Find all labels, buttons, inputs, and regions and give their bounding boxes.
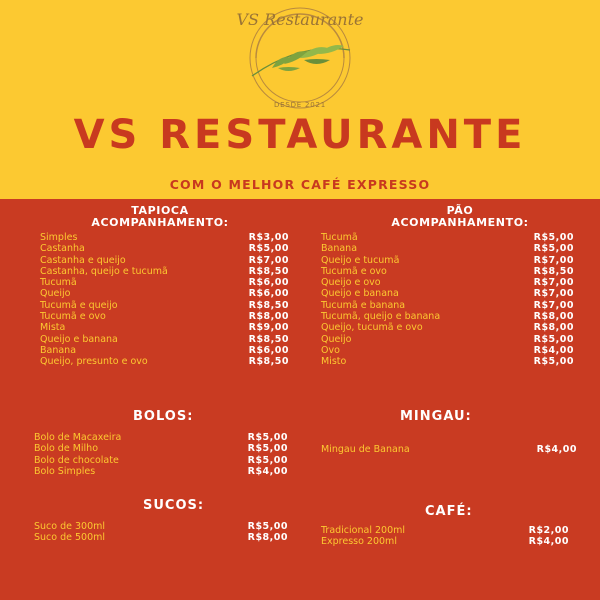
item-name: Suco de 500ml <box>34 532 106 544</box>
item-price: R$4,00 <box>536 444 577 455</box>
menu-item <box>321 266 574 277</box>
item-price: R$7,00 <box>533 288 574 300</box>
item-name: Castanha, queijo e tucumã <box>40 265 168 277</box>
item-name: Tucumã e banana <box>321 299 406 311</box>
item-price: R$7,00 <box>533 254 574 266</box>
menu-item <box>34 455 288 466</box>
item-name: Tradicional 200ml <box>321 525 406 536</box>
menu-item <box>40 345 289 356</box>
menu-item <box>40 356 289 367</box>
menu-item <box>321 334 574 345</box>
item-name: Queijo e ovo <box>321 277 381 289</box>
menu-item <box>321 345 574 356</box>
item-price: R$6,00 <box>248 344 289 356</box>
item-name: Misto <box>321 356 347 368</box>
pao-heading-line1: PÃO <box>446 204 474 217</box>
item-price: R$6,00 <box>248 277 289 289</box>
item-price: R$5,00 <box>248 243 289 255</box>
item-name: Queijo <box>40 288 71 300</box>
item-name: Castanha e queijo <box>40 254 126 266</box>
item-name: Bolo Simples <box>34 465 96 477</box>
menu-item <box>40 277 289 288</box>
item-name: Tucumã <box>321 232 358 243</box>
menu-item <box>34 432 288 443</box>
item-price: R$5,00 <box>533 232 574 243</box>
menu-item <box>40 266 289 277</box>
menu-item <box>40 322 289 333</box>
menu-item <box>321 277 574 288</box>
item-name: Suco de 300ml <box>34 521 106 532</box>
item-price: R$8,00 <box>533 311 574 323</box>
menu-item <box>40 311 289 322</box>
item-price: R$8,50 <box>248 265 289 277</box>
item-name: Queijo e tucumã <box>321 254 400 266</box>
header-panel <box>0 0 600 199</box>
menu-item <box>321 444 577 455</box>
menu-item <box>321 232 574 243</box>
pao-list <box>321 232 574 368</box>
menu-item <box>321 300 574 311</box>
item-price: R$8,00 <box>248 311 289 323</box>
pao-heading-line2: ACOMPANHAMENTO: <box>391 216 529 229</box>
menu-item <box>40 334 289 345</box>
item-price: R$4,00 <box>533 344 574 356</box>
item-price: R$7,00 <box>533 299 574 311</box>
sucos-heading: SUCOS: <box>143 498 205 513</box>
item-name: Simples <box>40 232 78 243</box>
item-price: R$5,00 <box>247 432 288 443</box>
item-price: R$5,00 <box>247 521 288 532</box>
menu-item <box>321 536 569 547</box>
item-price: R$8,50 <box>248 299 289 311</box>
menu-item <box>40 300 289 311</box>
logo-script-text: VS Restaurante <box>236 10 364 29</box>
item-name: Mista <box>40 322 66 334</box>
menu-item <box>34 532 288 543</box>
item-price: R$5,00 <box>533 333 574 345</box>
menu-item <box>40 288 289 299</box>
cafe-list <box>321 525 569 548</box>
item-name: Queijo, tucumã e ovo <box>321 322 423 334</box>
menu-item <box>40 255 289 266</box>
menu-item <box>34 521 288 532</box>
item-name: Expresso 200ml <box>321 536 397 548</box>
menu-item <box>321 288 574 299</box>
item-name: Castanha <box>40 243 85 255</box>
tapioca-heading-line2: ACOMPANHAMENTO: <box>91 216 229 229</box>
sucos-list <box>34 521 288 544</box>
item-price: R$5,00 <box>533 356 574 368</box>
menu-item <box>34 443 288 454</box>
item-price: R$5,00 <box>247 454 288 466</box>
menu-item <box>34 466 288 477</box>
menu-item <box>321 356 574 367</box>
item-price: R$8,00 <box>533 322 574 334</box>
tapioca-heading-line1: TAPIOCA <box>131 204 189 217</box>
item-name: Bolo de Macaxeira <box>34 432 122 443</box>
item-price: R$8,50 <box>248 333 289 345</box>
item-name: Tucumã e queijo <box>40 299 118 311</box>
item-price: R$3,00 <box>248 232 289 243</box>
item-price: R$2,00 <box>528 525 569 536</box>
item-name: Mingau de Banana <box>321 444 410 455</box>
menu-item <box>321 311 574 322</box>
menu-item <box>321 525 569 536</box>
item-name: Queijo e banana <box>321 288 399 300</box>
mingau-heading: MINGAU: <box>400 409 472 424</box>
page-subtitle: COM O MELHOR CAFÉ EXPRESSO <box>169 177 431 192</box>
item-name: Queijo, presunto e ovo <box>40 356 148 368</box>
item-price: R$9,00 <box>248 322 289 334</box>
logo-since-text: DESDE 2021 <box>273 101 327 109</box>
item-price: R$8,50 <box>248 356 289 368</box>
item-name: Queijo <box>321 333 352 345</box>
item-name: Tucumã e ovo <box>40 311 106 323</box>
menu-item <box>321 322 574 333</box>
mingau-list <box>321 444 577 455</box>
item-price: R$8,00 <box>247 532 288 544</box>
item-name: Tucumã <box>40 277 77 289</box>
tapioca-list <box>40 232 289 368</box>
cafe-heading: CAFÉ: <box>425 504 473 519</box>
menu-item <box>321 255 574 266</box>
menu-item <box>40 243 289 254</box>
item-price: R$5,00 <box>247 443 288 455</box>
item-price: R$7,00 <box>533 277 574 289</box>
tapioca-heading <box>80 205 240 229</box>
item-name: Tucumã e ovo <box>321 265 387 277</box>
item-name: Tucumã, queijo e banana <box>321 311 441 323</box>
item-name: Bolo de chocolate <box>34 454 119 466</box>
item-price: R$4,00 <box>528 536 569 548</box>
item-name: Ovo <box>321 344 340 356</box>
bolos-list <box>34 432 288 477</box>
pao-heading <box>380 205 540 229</box>
item-price: R$6,00 <box>248 288 289 300</box>
page-title: VS RESTAURANTE <box>73 112 527 158</box>
item-name: Queijo e banana <box>40 333 118 345</box>
item-name: Bolo de Milho <box>34 443 99 455</box>
restaurant-logo <box>222 2 378 114</box>
menu-item <box>321 243 574 254</box>
item-name: Banana <box>321 243 358 255</box>
item-price: R$4,00 <box>247 465 288 477</box>
item-price: R$5,00 <box>533 243 574 255</box>
item-price: R$8,50 <box>533 265 574 277</box>
bolos-heading: BOLOS: <box>133 409 194 424</box>
item-price: R$7,00 <box>248 254 289 266</box>
menu-item <box>40 232 289 243</box>
item-name: Banana <box>40 344 77 356</box>
